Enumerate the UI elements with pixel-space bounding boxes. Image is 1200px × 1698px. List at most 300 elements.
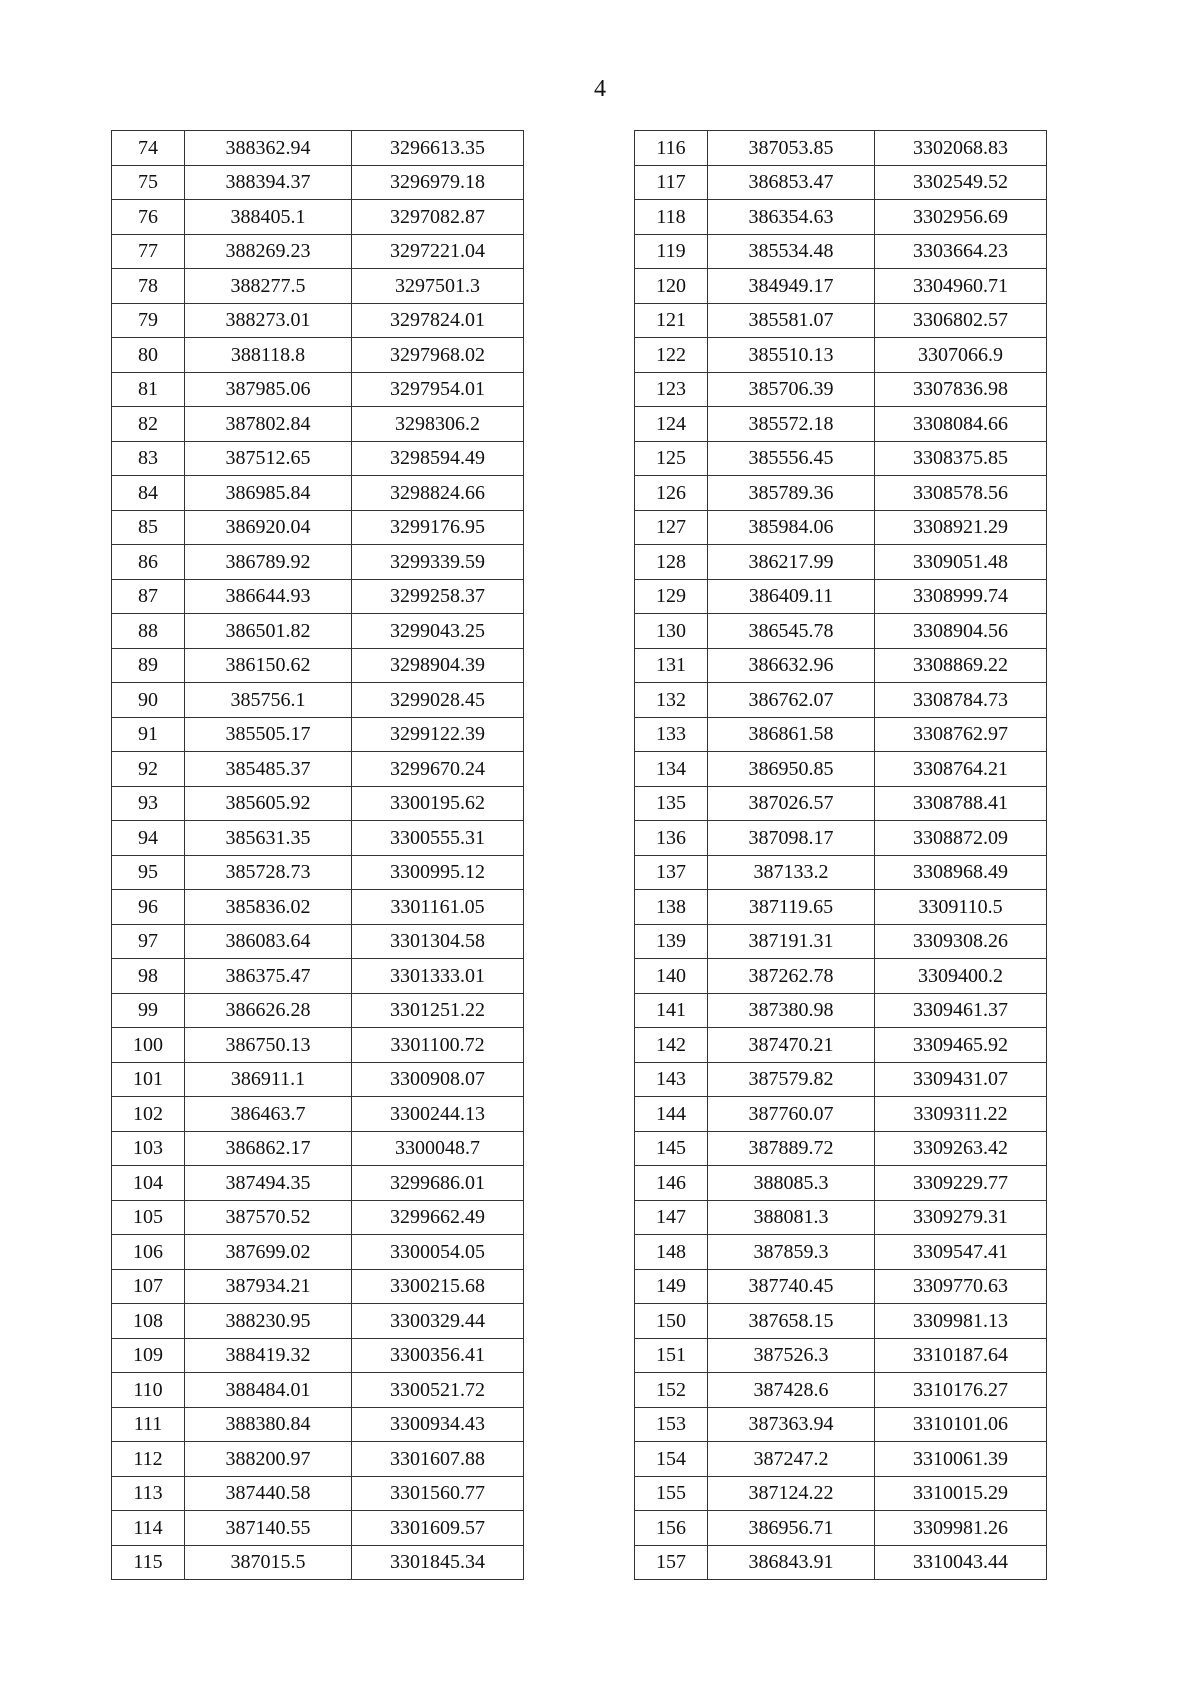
x-coordinate-cell: 387699.02 [185, 1235, 352, 1270]
point-number-cell: 122 [635, 338, 708, 373]
y-coordinate-cell: 3307836.98 [875, 372, 1047, 407]
y-coordinate-cell: 3309981.26 [875, 1511, 1047, 1546]
coordinate-table-right [634, 130, 1047, 1580]
table-row [635, 614, 1047, 649]
y-coordinate-cell: 3308084.66 [875, 407, 1047, 442]
table-row [635, 648, 1047, 683]
table-row [112, 648, 524, 683]
y-coordinate-cell: 3308375.85 [875, 441, 1047, 476]
x-coordinate-cell: 386644.93 [185, 579, 352, 614]
x-coordinate-cell: 387512.65 [185, 441, 352, 476]
point-number-cell: 127 [635, 510, 708, 545]
x-coordinate-cell: 386083.64 [185, 924, 352, 959]
point-number-cell: 85 [112, 510, 185, 545]
y-coordinate-cell: 3309431.07 [875, 1062, 1047, 1097]
y-coordinate-cell: 3299670.24 [352, 752, 524, 787]
point-number-cell: 75 [112, 165, 185, 200]
table-row [112, 890, 524, 925]
x-coordinate-cell: 387428.6 [708, 1373, 875, 1408]
y-coordinate-cell: 3301845.34 [352, 1545, 524, 1580]
x-coordinate-cell: 386501.82 [185, 614, 352, 649]
x-coordinate-cell: 386375.47 [185, 959, 352, 994]
table-row [112, 1097, 524, 1132]
point-number-cell: 106 [112, 1235, 185, 1270]
point-number-cell: 88 [112, 614, 185, 649]
y-coordinate-cell: 3310176.27 [875, 1373, 1047, 1408]
point-number-cell: 115 [112, 1545, 185, 1580]
point-number-cell: 150 [635, 1304, 708, 1339]
y-coordinate-cell: 3298306.2 [352, 407, 524, 442]
y-coordinate-cell: 3310061.39 [875, 1442, 1047, 1477]
y-coordinate-cell: 3296613.35 [352, 131, 524, 166]
x-coordinate-cell: 387380.98 [708, 993, 875, 1028]
y-coordinate-cell: 3301304.58 [352, 924, 524, 959]
y-coordinate-cell: 3299258.37 [352, 579, 524, 614]
x-coordinate-cell: 388419.32 [185, 1338, 352, 1373]
y-coordinate-cell: 3300521.72 [352, 1373, 524, 1408]
x-coordinate-cell: 387262.78 [708, 959, 875, 994]
point-number-cell: 86 [112, 545, 185, 580]
x-coordinate-cell: 384949.17 [708, 269, 875, 304]
table-row [635, 510, 1047, 545]
table-row [112, 924, 524, 959]
table-row [112, 993, 524, 1028]
x-coordinate-cell: 385605.92 [185, 786, 352, 821]
table-row [112, 338, 524, 373]
y-coordinate-cell: 3302956.69 [875, 200, 1047, 235]
x-coordinate-cell: 385534.48 [708, 234, 875, 269]
x-coordinate-cell: 385556.45 [708, 441, 875, 476]
x-coordinate-cell: 387658.15 [708, 1304, 875, 1339]
table-row [112, 786, 524, 821]
table-row [112, 1304, 524, 1339]
point-number-cell: 92 [112, 752, 185, 787]
point-number-cell: 84 [112, 476, 185, 511]
point-number-cell: 113 [112, 1476, 185, 1511]
y-coordinate-cell: 3298594.49 [352, 441, 524, 476]
point-number-cell: 140 [635, 959, 708, 994]
table-row [635, 1442, 1047, 1477]
x-coordinate-cell: 387119.65 [708, 890, 875, 925]
table-row [635, 1200, 1047, 1235]
x-coordinate-cell: 385836.02 [185, 890, 352, 925]
x-coordinate-cell: 386789.92 [185, 545, 352, 580]
x-coordinate-cell: 387570.52 [185, 1200, 352, 1235]
y-coordinate-cell: 3309229.77 [875, 1166, 1047, 1201]
y-coordinate-cell: 3300048.7 [352, 1131, 524, 1166]
table-row [635, 1476, 1047, 1511]
point-number-cell: 151 [635, 1338, 708, 1373]
table-row [112, 959, 524, 994]
point-number-cell: 147 [635, 1200, 708, 1235]
table-row [112, 1269, 524, 1304]
table-row [635, 1028, 1047, 1063]
x-coordinate-cell: 387934.21 [185, 1269, 352, 1304]
table-row [112, 1442, 524, 1477]
point-number-cell: 118 [635, 200, 708, 235]
table-row [112, 1131, 524, 1166]
y-coordinate-cell: 3302068.83 [875, 131, 1047, 166]
y-coordinate-cell: 3309461.37 [875, 993, 1047, 1028]
y-coordinate-cell: 3309110.5 [875, 890, 1047, 925]
y-coordinate-cell: 3309400.2 [875, 959, 1047, 994]
point-number-cell: 74 [112, 131, 185, 166]
x-coordinate-cell: 386632.96 [708, 648, 875, 683]
x-coordinate-cell: 386956.71 [708, 1511, 875, 1546]
y-coordinate-cell: 3309311.22 [875, 1097, 1047, 1132]
x-coordinate-cell: 388484.01 [185, 1373, 352, 1408]
point-number-cell: 132 [635, 683, 708, 718]
table-row [112, 855, 524, 890]
point-number-cell: 125 [635, 441, 708, 476]
x-coordinate-cell: 388362.94 [185, 131, 352, 166]
y-coordinate-cell: 3297968.02 [352, 338, 524, 373]
table-row [635, 579, 1047, 614]
table-row [112, 476, 524, 511]
x-coordinate-cell: 388394.37 [185, 165, 352, 200]
x-coordinate-cell: 385572.18 [708, 407, 875, 442]
table-row [635, 1131, 1047, 1166]
table-row [112, 1545, 524, 1580]
table-row [635, 683, 1047, 718]
table-row [112, 200, 524, 235]
y-coordinate-cell: 3309770.63 [875, 1269, 1047, 1304]
x-coordinate-cell: 388405.1 [185, 200, 352, 235]
y-coordinate-cell: 3301251.22 [352, 993, 524, 1028]
point-number-cell: 124 [635, 407, 708, 442]
y-coordinate-cell: 3308921.29 [875, 510, 1047, 545]
y-coordinate-cell: 3310101.06 [875, 1407, 1047, 1442]
y-coordinate-cell: 3299028.45 [352, 683, 524, 718]
x-coordinate-cell: 386762.07 [708, 683, 875, 718]
x-coordinate-cell: 385510.13 [708, 338, 875, 373]
x-coordinate-cell: 386920.04 [185, 510, 352, 545]
y-coordinate-cell: 3299043.25 [352, 614, 524, 649]
table-row [635, 1304, 1047, 1339]
y-coordinate-cell: 3298824.66 [352, 476, 524, 511]
table-row [635, 1235, 1047, 1270]
x-coordinate-cell: 387526.3 [708, 1338, 875, 1373]
point-number-cell: 134 [635, 752, 708, 787]
y-coordinate-cell: 3307066.9 [875, 338, 1047, 373]
y-coordinate-cell: 3300195.62 [352, 786, 524, 821]
x-coordinate-cell: 387760.07 [708, 1097, 875, 1132]
x-coordinate-cell: 387098.17 [708, 821, 875, 856]
table-row [635, 131, 1047, 166]
x-coordinate-cell: 385505.17 [185, 717, 352, 752]
table-row [635, 234, 1047, 269]
y-coordinate-cell: 3299176.95 [352, 510, 524, 545]
point-number-cell: 142 [635, 1028, 708, 1063]
table-row [112, 717, 524, 752]
table-row [635, 407, 1047, 442]
x-coordinate-cell: 386626.28 [185, 993, 352, 1028]
x-coordinate-cell: 387247.2 [708, 1442, 875, 1477]
point-number-cell: 110 [112, 1373, 185, 1408]
table-row [635, 372, 1047, 407]
table-row [112, 1407, 524, 1442]
x-coordinate-cell: 387363.94 [708, 1407, 875, 1442]
point-number-cell: 87 [112, 579, 185, 614]
y-coordinate-cell: 3303664.23 [875, 234, 1047, 269]
x-coordinate-cell: 388200.97 [185, 1442, 352, 1477]
x-coordinate-cell: 388230.95 [185, 1304, 352, 1339]
x-coordinate-cell: 387124.22 [708, 1476, 875, 1511]
point-number-cell: 81 [112, 372, 185, 407]
x-coordinate-cell: 387889.72 [708, 1131, 875, 1166]
point-number-cell: 96 [112, 890, 185, 925]
y-coordinate-cell: 3308999.74 [875, 579, 1047, 614]
x-coordinate-cell: 386545.78 [708, 614, 875, 649]
table-row [635, 786, 1047, 821]
y-coordinate-cell: 3306802.57 [875, 303, 1047, 338]
table-row [112, 545, 524, 580]
y-coordinate-cell: 3308762.97 [875, 717, 1047, 752]
y-coordinate-cell: 3300054.05 [352, 1235, 524, 1270]
table-row [635, 200, 1047, 235]
y-coordinate-cell: 3301560.77 [352, 1476, 524, 1511]
point-number-cell: 133 [635, 717, 708, 752]
y-coordinate-cell: 3301100.72 [352, 1028, 524, 1063]
table-row [112, 1166, 524, 1201]
x-coordinate-cell: 385706.39 [708, 372, 875, 407]
table-row [635, 165, 1047, 200]
point-number-cell: 76 [112, 200, 185, 235]
y-coordinate-cell: 3300356.41 [352, 1338, 524, 1373]
point-number-cell: 156 [635, 1511, 708, 1546]
y-coordinate-cell: 3308578.56 [875, 476, 1047, 511]
table-row [112, 821, 524, 856]
point-number-cell: 126 [635, 476, 708, 511]
table-row [635, 993, 1047, 1028]
x-coordinate-cell: 386950.85 [708, 752, 875, 787]
point-number-cell: 80 [112, 338, 185, 373]
y-coordinate-cell: 3308784.73 [875, 683, 1047, 718]
y-coordinate-cell: 3309465.92 [875, 1028, 1047, 1063]
point-number-cell: 117 [635, 165, 708, 200]
x-coordinate-cell: 387440.58 [185, 1476, 352, 1511]
table-row [635, 269, 1047, 304]
x-coordinate-cell: 387859.3 [708, 1235, 875, 1270]
point-number-cell: 157 [635, 1545, 708, 1580]
point-number-cell: 108 [112, 1304, 185, 1339]
y-coordinate-cell: 3308764.21 [875, 752, 1047, 787]
y-coordinate-cell: 3300995.12 [352, 855, 524, 890]
x-coordinate-cell: 386750.13 [185, 1028, 352, 1063]
point-number-cell: 143 [635, 1062, 708, 1097]
x-coordinate-cell: 387026.57 [708, 786, 875, 821]
point-number-cell: 112 [112, 1442, 185, 1477]
y-coordinate-cell: 3309279.31 [875, 1200, 1047, 1235]
x-coordinate-cell: 388085.3 [708, 1166, 875, 1201]
y-coordinate-cell: 3310187.64 [875, 1338, 1047, 1373]
point-number-cell: 111 [112, 1407, 185, 1442]
y-coordinate-cell: 3301161.05 [352, 890, 524, 925]
point-number-cell: 79 [112, 303, 185, 338]
x-coordinate-cell: 386217.99 [708, 545, 875, 580]
x-coordinate-cell: 388269.23 [185, 234, 352, 269]
table-row [112, 269, 524, 304]
table-row [112, 752, 524, 787]
table-row [635, 1545, 1047, 1580]
y-coordinate-cell: 3299339.59 [352, 545, 524, 580]
point-number-cell: 120 [635, 269, 708, 304]
y-coordinate-cell: 3299662.49 [352, 1200, 524, 1235]
y-coordinate-cell: 3301609.57 [352, 1511, 524, 1546]
point-number-cell: 149 [635, 1269, 708, 1304]
point-number-cell: 148 [635, 1235, 708, 1270]
y-coordinate-cell: 3302549.52 [875, 165, 1047, 200]
point-number-cell: 103 [112, 1131, 185, 1166]
table-row [112, 1062, 524, 1097]
page-number: 4 [594, 76, 606, 102]
x-coordinate-cell: 385631.35 [185, 821, 352, 856]
point-number-cell: 138 [635, 890, 708, 925]
table-row [112, 1373, 524, 1408]
x-coordinate-cell: 386150.62 [185, 648, 352, 683]
point-number-cell: 146 [635, 1166, 708, 1201]
x-coordinate-cell: 385984.06 [708, 510, 875, 545]
x-coordinate-cell: 388081.3 [708, 1200, 875, 1235]
y-coordinate-cell: 3300329.44 [352, 1304, 524, 1339]
point-number-cell: 104 [112, 1166, 185, 1201]
table-row [112, 1200, 524, 1235]
point-number-cell: 154 [635, 1442, 708, 1477]
point-number-cell: 137 [635, 855, 708, 890]
x-coordinate-cell: 387470.21 [708, 1028, 875, 1063]
y-coordinate-cell: 3308869.22 [875, 648, 1047, 683]
y-coordinate-cell: 3300555.31 [352, 821, 524, 856]
x-coordinate-cell: 388380.84 [185, 1407, 352, 1442]
x-coordinate-cell: 386354.63 [708, 200, 875, 235]
point-number-cell: 129 [635, 579, 708, 614]
x-coordinate-cell: 387579.82 [708, 1062, 875, 1097]
point-number-cell: 136 [635, 821, 708, 856]
point-number-cell: 135 [635, 786, 708, 821]
x-coordinate-cell: 388277.5 [185, 269, 352, 304]
point-number-cell: 97 [112, 924, 185, 959]
table-row [635, 855, 1047, 890]
point-number-cell: 153 [635, 1407, 708, 1442]
table-row [635, 1407, 1047, 1442]
y-coordinate-cell: 3300908.07 [352, 1062, 524, 1097]
y-coordinate-cell: 3301333.01 [352, 959, 524, 994]
table-row [635, 1062, 1047, 1097]
y-coordinate-cell: 3309263.42 [875, 1131, 1047, 1166]
table-row [112, 165, 524, 200]
point-number-cell: 93 [112, 786, 185, 821]
point-number-cell: 109 [112, 1338, 185, 1373]
table-row [635, 338, 1047, 373]
point-number-cell: 101 [112, 1062, 185, 1097]
y-coordinate-cell: 3310015.29 [875, 1476, 1047, 1511]
y-coordinate-cell: 3297082.87 [352, 200, 524, 235]
point-number-cell: 83 [112, 441, 185, 476]
x-coordinate-cell: 387740.45 [708, 1269, 875, 1304]
table-row [635, 717, 1047, 752]
y-coordinate-cell: 3309547.41 [875, 1235, 1047, 1270]
point-number-cell: 91 [112, 717, 185, 752]
y-coordinate-cell: 3308904.56 [875, 614, 1047, 649]
x-coordinate-cell: 386843.91 [708, 1545, 875, 1580]
table-row [635, 1269, 1047, 1304]
x-coordinate-cell: 385789.36 [708, 476, 875, 511]
point-number-cell: 94 [112, 821, 185, 856]
table-row [112, 683, 524, 718]
x-coordinate-cell: 388273.01 [185, 303, 352, 338]
table-row [112, 614, 524, 649]
point-number-cell: 102 [112, 1097, 185, 1132]
table-row [112, 1511, 524, 1546]
point-number-cell: 90 [112, 683, 185, 718]
point-number-cell: 128 [635, 545, 708, 580]
x-coordinate-cell: 386409.11 [708, 579, 875, 614]
point-number-cell: 105 [112, 1200, 185, 1235]
x-coordinate-cell: 385485.37 [185, 752, 352, 787]
table-row [635, 959, 1047, 994]
table-row [635, 545, 1047, 580]
point-number-cell: 114 [112, 1511, 185, 1546]
point-number-cell: 123 [635, 372, 708, 407]
table-row [635, 1338, 1047, 1373]
x-coordinate-cell: 387494.35 [185, 1166, 352, 1201]
y-coordinate-cell: 3308968.49 [875, 855, 1047, 890]
y-coordinate-cell: 3310043.44 [875, 1545, 1047, 1580]
table-row [112, 372, 524, 407]
y-coordinate-cell: 3309051.48 [875, 545, 1047, 580]
x-coordinate-cell: 387140.55 [185, 1511, 352, 1546]
table-row [112, 407, 524, 442]
y-coordinate-cell: 3297954.01 [352, 372, 524, 407]
x-coordinate-cell: 387133.2 [708, 855, 875, 890]
table-row [112, 1476, 524, 1511]
point-number-cell: 99 [112, 993, 185, 1028]
table-row [112, 303, 524, 338]
table-row [635, 890, 1047, 925]
table-row [635, 1166, 1047, 1201]
x-coordinate-cell: 387053.85 [708, 131, 875, 166]
point-number-cell: 119 [635, 234, 708, 269]
y-coordinate-cell: 3301607.88 [352, 1442, 524, 1477]
x-coordinate-cell: 385756.1 [185, 683, 352, 718]
x-coordinate-cell: 385581.07 [708, 303, 875, 338]
point-number-cell: 130 [635, 614, 708, 649]
point-number-cell: 121 [635, 303, 708, 338]
point-number-cell: 141 [635, 993, 708, 1028]
table-row [635, 441, 1047, 476]
point-number-cell: 82 [112, 407, 185, 442]
x-coordinate-cell: 387985.06 [185, 372, 352, 407]
point-number-cell: 116 [635, 131, 708, 166]
table-row [112, 1235, 524, 1270]
table-row [635, 476, 1047, 511]
x-coordinate-cell: 386985.84 [185, 476, 352, 511]
table-row [635, 752, 1047, 787]
x-coordinate-cell: 385728.73 [185, 855, 352, 890]
point-number-cell: 145 [635, 1131, 708, 1166]
y-coordinate-cell: 3309308.26 [875, 924, 1047, 959]
y-coordinate-cell: 3297221.04 [352, 234, 524, 269]
table-row [112, 1338, 524, 1373]
table-row [635, 821, 1047, 856]
y-coordinate-cell: 3298904.39 [352, 648, 524, 683]
table-row [635, 924, 1047, 959]
x-coordinate-cell: 387191.31 [708, 924, 875, 959]
x-coordinate-cell: 388118.8 [185, 338, 352, 373]
point-number-cell: 100 [112, 1028, 185, 1063]
point-number-cell: 139 [635, 924, 708, 959]
y-coordinate-cell: 3304960.71 [875, 269, 1047, 304]
